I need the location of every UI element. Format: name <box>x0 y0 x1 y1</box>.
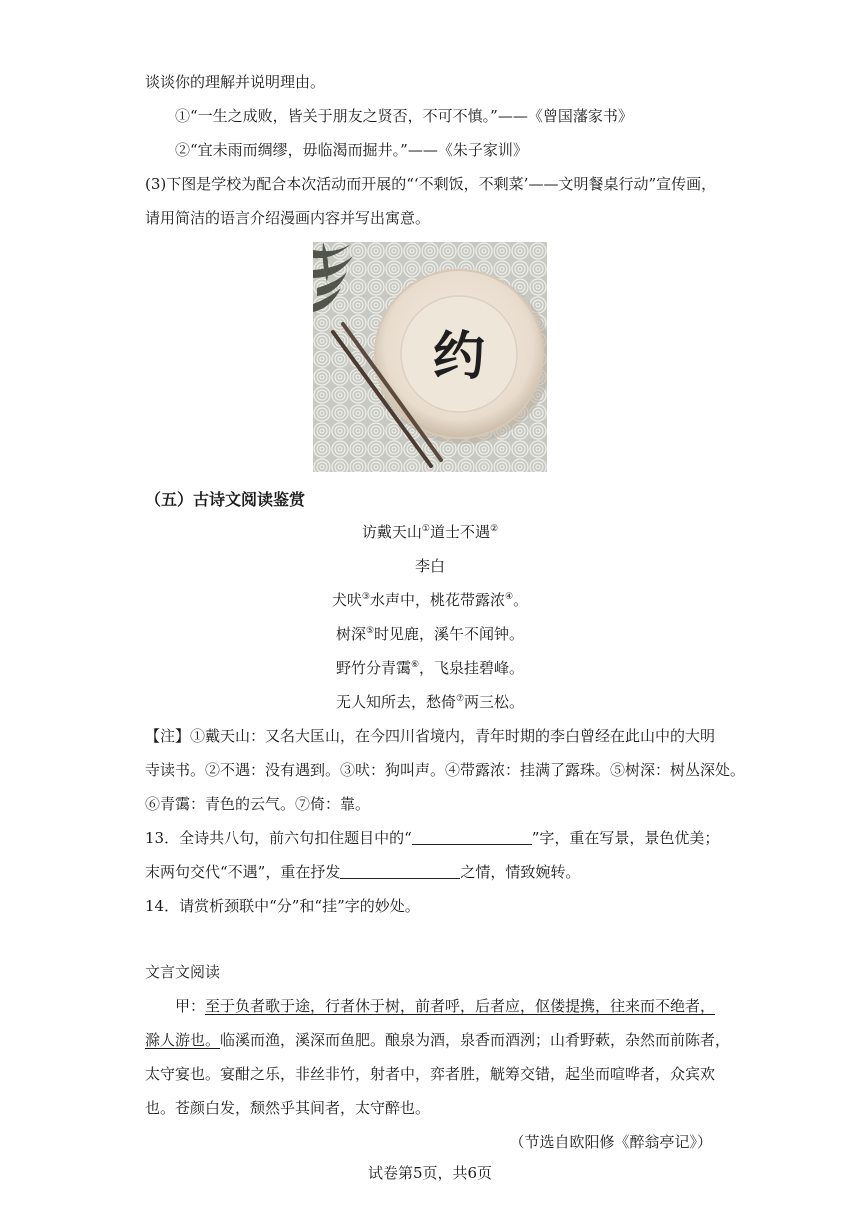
poem-line-4: 无人知所去，愁倚⑦两三松。 <box>335 693 525 711</box>
classical-reading-title: 文言文阅读 <box>145 963 221 981</box>
passage-line-1: 甲：至于负者歌于途，行者休于树，前者呼，后者应，伛偻提携，往来而不绝者， <box>175 997 716 1015</box>
notes-line-3: ⑥青霭：青色的云气。⑦倚：靠。 <box>145 795 371 813</box>
civilized-dining-poster <box>313 242 547 472</box>
poem-author: 李白 <box>414 557 445 575</box>
question-13-line-2: 末两句交代“不遇”，重在抒发 之情，情致婉转。 <box>145 863 581 881</box>
poem-line-2: 树深⑤时见鹿，溪午不闻钟。 <box>335 625 525 643</box>
question-3-line-1: (3)下图是学校为配合本次活动而开展的“‘不剩饭，不剩菜’——文明餐桌行动”宣传画， <box>145 175 717 193</box>
question-3-line-2: 请用简洁的语言介绍漫画内容并写出寓意。 <box>145 209 431 227</box>
notes-line-1: 【注】①戴天山：又名大匡山，在今四川省境内，青年时期的李白曾经在此山中的大明 <box>145 727 716 745</box>
answer-blank-2[interactable] <box>340 864 460 879</box>
quote-2: ②“宜未雨而绸缪，毋临渴而掘井。”——《朱子家训》 <box>175 141 528 159</box>
poem-title: 访戴天山①道士不遇② <box>361 523 499 541</box>
page-footer: 试卷第5页，共6页 <box>367 1164 493 1182</box>
passage-line-3: 太守宴也。宴酣之乐，非丝非竹，射者中，弈者胜，觥筹交错，起坐而喧哗者，众宾欢 <box>145 1065 716 1083</box>
question-13-line-1: 13．全诗共八句，前六句扣住题目中的“ ”字，重在写景，景色优美； <box>145 829 720 847</box>
answer-blank-1[interactable] <box>412 830 532 845</box>
poem-line-3: 野竹分青霭⑥，飞泉挂碧峰。 <box>335 659 525 677</box>
question-14: 14．请赏析颈联中“分”和“挂”字的妙处。 <box>145 897 420 915</box>
plate-character: 约 <box>432 327 486 387</box>
section-5-title: （五）古诗文阅读鉴赏 <box>145 490 306 509</box>
passage-line-4: 也。苍颜白发，颓然乎其间者，太守醉也。 <box>145 1099 431 1117</box>
passage-line-2: 滁人游也。临溪而渔，溪深而鱼肥。酿泉为酒，泉香而酒洌；山肴野蔌，杂然而前陈者， <box>145 1031 731 1049</box>
notes-line-2: 寺读书。②不遇：没有遇到。③吠：狗叫声。④带露浓：挂满了露珠。⑤树深：树丛深处。 <box>145 761 746 779</box>
question-text: 谈谈你的理解并说明理由。 <box>145 73 326 91</box>
quote-1: ①“一生之成败，皆关于朋友之贤否，不可不慎。”——《曾国藩家书》 <box>175 107 633 125</box>
poem-line-1: 犬吠③水声中，桃花带露浓④。 <box>331 591 529 609</box>
passage-source: （节选自欧阳修《醉翁亭记》） <box>509 1133 712 1151</box>
